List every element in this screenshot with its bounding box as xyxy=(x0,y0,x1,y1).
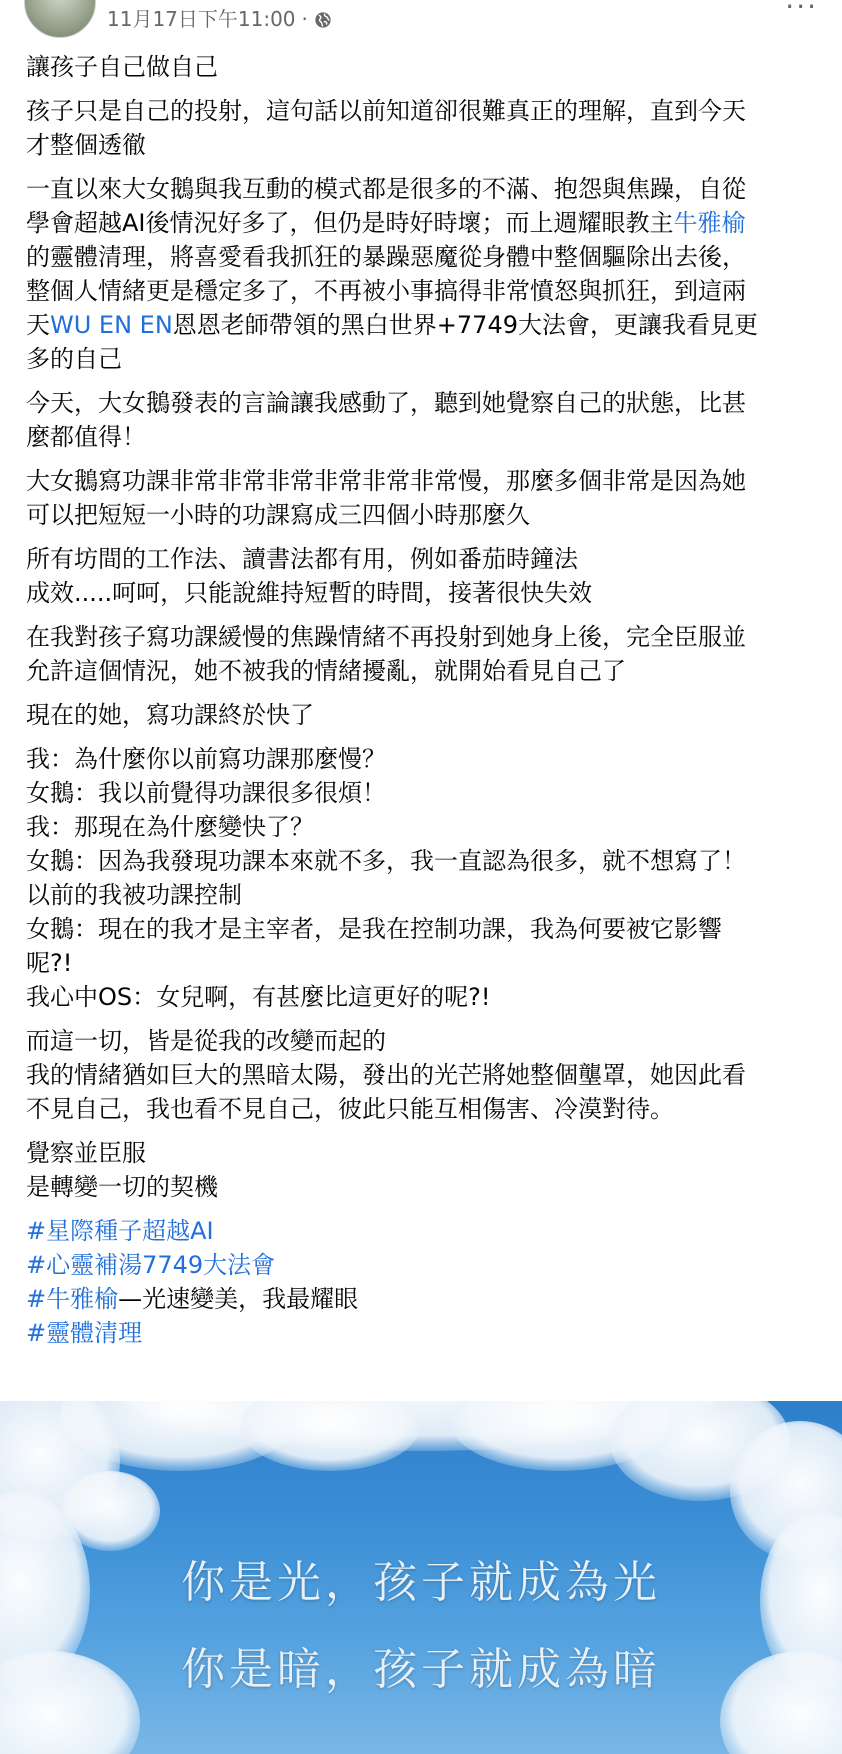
hashtag-suffix: —光速變美，我最耀眼 xyxy=(118,1285,359,1313)
more-options-button[interactable] xyxy=(785,0,818,23)
text-segment: 現在的她，寫功課終於快了 xyxy=(26,701,314,729)
text-segment: 讓孩子自己做自己 xyxy=(26,53,218,81)
post-image[interactable] xyxy=(0,1401,842,1754)
post-paragraph xyxy=(26,464,826,532)
text-line xyxy=(26,308,826,342)
post-paragraph xyxy=(26,94,826,162)
post-paragraph xyxy=(26,620,826,688)
text-line xyxy=(26,464,826,498)
text-segment: 以前的我被功課控制 xyxy=(26,881,242,909)
text-segment: 覺察並臣服 xyxy=(26,1139,146,1167)
post-timestamp-row xyxy=(107,6,332,32)
text-line xyxy=(26,620,826,654)
post-header xyxy=(0,0,842,44)
text-line xyxy=(26,980,826,1014)
hashtag-line xyxy=(26,1214,826,1248)
profile-link[interactable]: WU EN EN xyxy=(50,311,173,339)
post-paragraph xyxy=(26,542,826,610)
hashtag-line xyxy=(26,1316,826,1350)
text-segment: 而這一切，皆是從我的改變而起的 xyxy=(26,1027,386,1055)
text-line xyxy=(26,240,826,274)
text-line xyxy=(26,776,826,810)
text-line xyxy=(26,698,826,732)
post-text xyxy=(26,50,826,1360)
more-options-icon: ··· xyxy=(785,0,818,23)
text-line xyxy=(26,50,826,84)
image-caption-line-1: 你是光，孩子就成為光 xyxy=(181,1557,661,1608)
text-line xyxy=(26,1136,826,1170)
text-segment: 所有坊間的工作法、讀書法都有用，例如番茄時鐘法 xyxy=(26,545,578,573)
text-segment: 允許這個情況，她不被我的情緒擾亂，就開始看見自己了 xyxy=(26,657,626,685)
text-line xyxy=(26,386,826,420)
hashtag-link[interactable]: #靈體清理 xyxy=(26,1319,143,1347)
post-paragraph xyxy=(26,172,826,376)
text-segment: 我心中OS：女兒啊，有甚麼比這更好的呢?! xyxy=(26,983,491,1011)
profile-link[interactable]: 牛雅榆 xyxy=(673,209,746,237)
text-line xyxy=(26,912,826,946)
text-segment: 可以把短短一小時的功課寫成三四個小時那麼久 xyxy=(26,501,530,529)
text-segment: 孩子只是自己的投射，這句話以前知道卻很難真正的理解，直到今天 xyxy=(26,97,746,125)
hashtag-link[interactable]: #心靈補湯7749大法會 xyxy=(26,1251,276,1279)
globe-icon[interactable] xyxy=(314,11,332,29)
text-line xyxy=(26,742,826,776)
text-line xyxy=(26,946,826,980)
text-segment: 多的自己 xyxy=(26,345,122,373)
text-segment: 不見自己，我也看不見自己，彼此只能互相傷害、冷漠對待。 xyxy=(26,1095,674,1123)
post-paragraph xyxy=(26,1136,826,1204)
text-segment: 一直以來大女鵝與我互動的模式都是很多的不滿、抱怨與焦躁，自從 xyxy=(26,175,746,203)
text-line xyxy=(26,542,826,576)
text-line xyxy=(26,1170,826,1204)
text-segment: 是轉變一切的契機 xyxy=(26,1173,218,1201)
text-line xyxy=(26,1058,826,1092)
text-line xyxy=(26,498,826,532)
text-segment: 的靈體清理，將喜愛看我抓狂的暴躁惡魔從身體中整個驅除出去後， xyxy=(26,243,746,271)
text-segment: 天 xyxy=(26,311,50,339)
image-caption-line-2: 你是暗，孩子就成為暗 xyxy=(181,1644,661,1695)
text-line xyxy=(26,878,826,912)
text-line xyxy=(26,172,826,206)
text-segment: 整個人情緒更是穩定多了，不再被小事搞得非常憤怒與抓狂，到這兩 xyxy=(26,277,746,305)
text-line xyxy=(26,1092,826,1126)
hashtag-line xyxy=(26,1282,826,1316)
hashtag-line xyxy=(26,1248,826,1282)
author-avatar[interactable] xyxy=(24,0,96,38)
text-line xyxy=(26,274,826,308)
text-segment: 今天，大女鵝發表的言論讓我感動了，聽到她覺察自己的狀態，比甚 xyxy=(26,389,746,417)
text-line xyxy=(26,844,826,878)
text-segment: 女鵝：我以前覺得功課很多很煩！ xyxy=(26,779,386,807)
text-segment: 恩恩老師帶領的黑白世界+7749大法會，更讓我看見更 xyxy=(172,311,758,339)
text-segment: 我：那現在為什麼變快了？ xyxy=(26,813,314,841)
text-line xyxy=(26,576,826,610)
post-paragraph xyxy=(26,698,826,732)
text-line xyxy=(26,1024,826,1058)
post-paragraph xyxy=(26,386,826,454)
hashtag-list xyxy=(26,1214,826,1350)
text-segment: 我的情緒猶如巨大的黑暗太陽，發出的光芒將她整個壟罩，她因此看 xyxy=(26,1061,746,1089)
text-line xyxy=(26,128,826,162)
text-segment: 呢?! xyxy=(26,949,73,977)
text-segment: 大女鵝寫功課非常非常非常非常非常非常慢，那麼多個非常是因為她 xyxy=(26,467,746,495)
text-segment: 成效.....呵呵，只能說維持短暫的時間，接著很快失效 xyxy=(26,579,593,607)
post-paragraph xyxy=(26,50,826,84)
text-line xyxy=(26,654,826,688)
post-paragraph xyxy=(26,742,826,1014)
post-timestamp[interactable]: 11月17日下午11:00 xyxy=(107,7,296,31)
text-segment: 才整個透徹 xyxy=(26,131,146,159)
text-segment: 麼都值得！ xyxy=(26,423,146,451)
text-line xyxy=(26,94,826,128)
post-paragraph xyxy=(26,1024,826,1126)
text-segment: 在我對孩子寫功課緩慢的焦躁情緒不再投射到她身上後，完全臣服並 xyxy=(26,623,746,651)
hashtag-link[interactable]: #星際種子超越AI xyxy=(26,1217,214,1245)
text-line xyxy=(26,420,826,454)
text-segment: 女鵝：因為我發現功課本來就不多，我一直認為很多，就不想寫了！ xyxy=(26,847,746,875)
text-line xyxy=(26,810,826,844)
text-segment: 女鵝：現在的我才是主宰者，是我在控制功課，我為何要被它影響 xyxy=(26,915,722,943)
text-line xyxy=(26,206,826,240)
text-segment: 學會超越AI後情況好多了，但仍是時好時壞；而上週耀眼教主 xyxy=(26,209,674,237)
meta-separator: · xyxy=(301,7,308,31)
hashtag-link[interactable]: #牛雅榆 xyxy=(26,1285,119,1313)
text-segment: 我：為什麼你以前寫功課那麼慢？ xyxy=(26,745,386,773)
text-line xyxy=(26,342,826,376)
